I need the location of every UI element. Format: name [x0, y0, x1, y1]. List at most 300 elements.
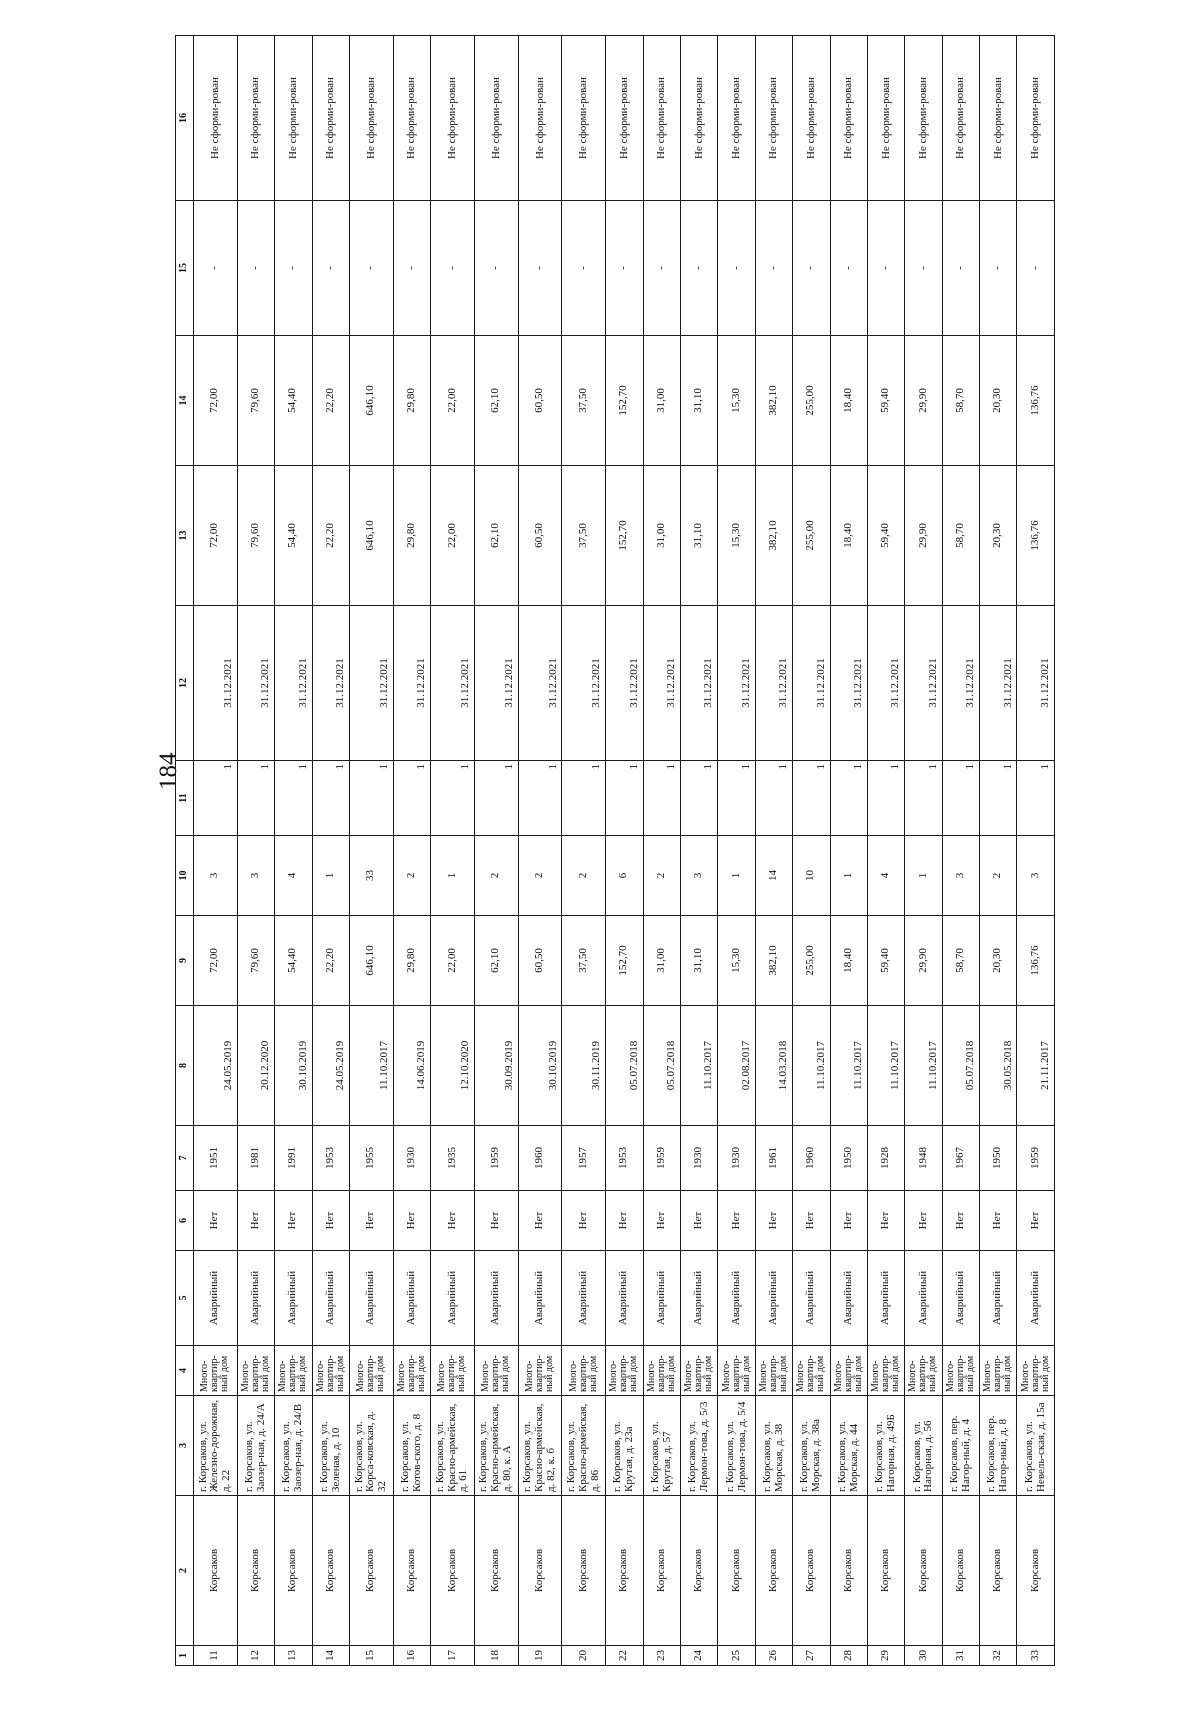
address-cell: г. Корсаков, ул. Котов-ского, д. 8 — [393, 1396, 430, 1496]
deadline-cell: 31.12.2021 — [905, 606, 942, 761]
column-11-cell: 1 — [312, 761, 349, 836]
dash-cell: - — [718, 201, 755, 336]
address-cell: г. Корсаков, ул. Крутая, д. 23а — [606, 1396, 643, 1496]
recognition-date-cell: 30.10.2019 — [275, 1006, 312, 1126]
area-cell: 29,90 — [905, 336, 942, 466]
flag-cell: Нет — [194, 1191, 238, 1251]
flag-cell: Нет — [830, 1191, 867, 1251]
area-cell: 255,00 — [793, 916, 830, 1006]
column-11-cell: 1 — [680, 761, 717, 836]
year-built-cell: 1948 — [905, 1126, 942, 1191]
column-11-cell: 1 — [980, 761, 1017, 836]
area-cell: 54,40 — [275, 466, 312, 606]
table-row — [793, 36, 830, 1666]
deadline-cell: 31.12.2021 — [980, 606, 1017, 761]
address-cell: г. Корсаков, пер. Нагор-ный, д. 8 — [980, 1396, 1017, 1496]
flag-cell: Нет — [643, 1191, 680, 1251]
municipality-cell: Корсаков — [755, 1496, 792, 1646]
column-number-5: 5 — [176, 1251, 194, 1346]
row-number: 27 — [793, 1646, 830, 1666]
flag-cell: Нет — [793, 1191, 830, 1251]
table-row — [518, 36, 562, 1666]
residents-cell: 2 — [643, 836, 680, 916]
address-cell: г. Корсаков, ул. Железно-дорожная, д. 22 — [194, 1396, 238, 1496]
address-cell: г. Корсаков, ул. Лермон-това, д. 5/3 — [680, 1396, 717, 1496]
table-row — [980, 36, 1017, 1666]
area-cell: 31,10 — [680, 466, 717, 606]
area-cell: 136,76 — [1017, 916, 1055, 1006]
table-row — [474, 36, 518, 1666]
area-cell: 152,70 — [606, 466, 643, 606]
area-cell: 20,30 — [980, 466, 1017, 606]
year-built-cell: 1928 — [867, 1126, 904, 1191]
column-number-4: 4 — [176, 1346, 194, 1396]
flag-cell: Нет — [755, 1191, 792, 1251]
area-cell: 60,50 — [518, 916, 562, 1006]
deadline-cell: 31.12.2021 — [718, 606, 755, 761]
year-built-cell: 1950 — [830, 1126, 867, 1191]
area-cell: 31,10 — [680, 336, 717, 466]
deadline-cell: 31.12.2021 — [237, 606, 274, 761]
row-number: 11 — [194, 1646, 238, 1666]
building-type-cell: Много-квартир-ный дом — [194, 1346, 238, 1396]
flag-cell: Нет — [474, 1191, 518, 1251]
recognition-date-cell: 02.08.2017 — [718, 1006, 755, 1126]
column-number-16: 16 — [176, 36, 194, 201]
area-cell: 20,30 — [980, 916, 1017, 1006]
municipality-cell: Корсаков — [562, 1496, 606, 1646]
flag-cell: Нет — [606, 1191, 643, 1251]
area-cell: 31,00 — [643, 466, 680, 606]
condition-cell: Аварийный — [980, 1251, 1017, 1346]
condition-cell: Аварийный — [562, 1251, 606, 1346]
condition-cell: Аварийный — [606, 1251, 643, 1346]
recognition-date-cell: 05.07.2018 — [942, 1006, 979, 1126]
recognition-date-cell: 30.10.2019 — [518, 1006, 562, 1126]
table-row — [755, 36, 792, 1666]
area-cell: 60,50 — [518, 336, 562, 466]
table-row — [237, 36, 274, 1666]
condition-cell: Аварийный — [680, 1251, 717, 1346]
deadline-cell: 31.12.2021 — [474, 606, 518, 761]
column-11-cell: 1 — [905, 761, 942, 836]
condition-cell: Аварийный — [867, 1251, 904, 1346]
municipality-cell: Корсаков — [643, 1496, 680, 1646]
address-cell: г. Корсаков, ул. Зеленая, д. 10 — [312, 1396, 349, 1496]
building-type-cell: Много-квартир-ный дом — [349, 1346, 393, 1396]
area-cell: 29,90 — [905, 916, 942, 1006]
condition-cell: Аварийный — [942, 1251, 979, 1346]
area-cell: 29,80 — [393, 466, 430, 606]
table-row — [562, 36, 606, 1666]
municipality-cell: Корсаков — [980, 1496, 1017, 1646]
deadline-cell: 31.12.2021 — [680, 606, 717, 761]
recognition-date-cell: 30.09.2019 — [474, 1006, 518, 1126]
column-11-cell: 1 — [830, 761, 867, 836]
table-row — [1017, 36, 1055, 1666]
flag-cell: Нет — [942, 1191, 979, 1251]
column-number-6: 6 — [176, 1191, 194, 1251]
address-cell: г. Корсаков, ул. Лермон-това, д. 5/4 — [718, 1396, 755, 1496]
year-built-cell: 1930 — [680, 1126, 717, 1191]
building-type-cell: Много-квартир-ный дом — [312, 1346, 349, 1396]
building-type-cell: Много-квартир-ный дом — [518, 1346, 562, 1396]
column-number-11: 11 — [176, 761, 194, 836]
year-built-cell: 1961 — [755, 1126, 792, 1191]
area-cell: 18,40 — [830, 336, 867, 466]
condition-cell: Аварийный — [393, 1251, 430, 1346]
column-11-cell: 1 — [275, 761, 312, 836]
area-cell: 60,50 — [518, 466, 562, 606]
flag-cell: Нет — [393, 1191, 430, 1251]
area-cell: 22,20 — [312, 336, 349, 466]
dash-cell: - — [237, 201, 274, 336]
area-cell: 59,40 — [867, 466, 904, 606]
housing-register-table — [175, 35, 1055, 1666]
recognition-date-cell: 11.10.2017 — [793, 1006, 830, 1126]
building-type-cell: Много-квартир-ный дом — [905, 1346, 942, 1396]
area-cell: 29,90 — [905, 466, 942, 606]
area-cell: 382,10 — [755, 336, 792, 466]
deadline-cell: 31.12.2021 — [312, 606, 349, 761]
row-number: 12 — [237, 1646, 274, 1666]
condition-cell: Аварийный — [793, 1251, 830, 1346]
area-cell: 646,10 — [349, 336, 393, 466]
status-cell: Не сформи-рован — [431, 36, 475, 201]
area-cell: 136,76 — [1017, 466, 1055, 606]
flag-cell: Нет — [680, 1191, 717, 1251]
municipality-cell: Корсаков — [275, 1496, 312, 1646]
flag-cell: Нет — [518, 1191, 562, 1251]
column-number-10: 10 — [176, 836, 194, 916]
column-11-cell: 1 — [393, 761, 430, 836]
recognition-date-cell: 14.03.2018 — [755, 1006, 792, 1126]
deadline-cell: 31.12.2021 — [1017, 606, 1055, 761]
building-type-cell: Много-квартир-ный дом — [643, 1346, 680, 1396]
area-cell: 54,40 — [275, 916, 312, 1006]
deadline-cell: 31.12.2021 — [194, 606, 238, 761]
year-built-cell: 1981 — [237, 1126, 274, 1191]
condition-cell: Аварийный — [1017, 1251, 1055, 1346]
area-cell: 62,10 — [474, 466, 518, 606]
row-number: 28 — [830, 1646, 867, 1666]
deadline-cell: 31.12.2021 — [606, 606, 643, 761]
municipality-cell: Корсаков — [474, 1496, 518, 1646]
flag-cell: Нет — [562, 1191, 606, 1251]
municipality-cell: Корсаков — [194, 1496, 238, 1646]
recognition-date-cell: 11.10.2017 — [905, 1006, 942, 1126]
building-type-cell: Много-квартир-ный дом — [562, 1346, 606, 1396]
year-built-cell: 1991 — [275, 1126, 312, 1191]
residents-cell: 2 — [393, 836, 430, 916]
municipality-cell: Корсаков — [606, 1496, 643, 1646]
municipality-cell: Корсаков — [431, 1496, 475, 1646]
column-11-cell: 1 — [194, 761, 238, 836]
municipality-cell: Корсаков — [718, 1496, 755, 1646]
row-number: 19 — [518, 1646, 562, 1666]
year-built-cell: 1960 — [518, 1126, 562, 1191]
residents-cell: 10 — [793, 836, 830, 916]
deadline-cell: 31.12.2021 — [793, 606, 830, 761]
table-row — [867, 36, 904, 1666]
column-11-cell: 1 — [562, 761, 606, 836]
deadline-cell: 31.12.2021 — [349, 606, 393, 761]
deadline-cell: 31.12.2021 — [431, 606, 475, 761]
residents-cell: 33 — [349, 836, 393, 916]
year-built-cell: 1953 — [312, 1126, 349, 1191]
table-row — [680, 36, 717, 1666]
table-row — [194, 36, 238, 1666]
recognition-date-cell: 05.07.2018 — [606, 1006, 643, 1126]
area-cell: 37,50 — [562, 466, 606, 606]
dash-cell: - — [680, 201, 717, 336]
dash-cell: - — [518, 201, 562, 336]
column-11-cell: 1 — [793, 761, 830, 836]
building-type-cell: Много-квартир-ный дом — [606, 1346, 643, 1396]
year-built-cell: 1950 — [980, 1126, 1017, 1191]
address-cell: г. Корсаков, ул. Красно-армейская, д. 80, к. А — [474, 1396, 518, 1496]
area-cell: 59,40 — [867, 916, 904, 1006]
condition-cell: Аварийный — [718, 1251, 755, 1346]
condition-cell: Аварийный — [194, 1251, 238, 1346]
dash-cell: - — [275, 201, 312, 336]
status-cell: Не сформи-рован — [275, 36, 312, 201]
row-number: 25 — [718, 1646, 755, 1666]
flag-cell: Нет — [905, 1191, 942, 1251]
recognition-date-cell: 20.12.2020 — [237, 1006, 274, 1126]
area-cell: 62,10 — [474, 916, 518, 1006]
area-cell: 58,70 — [942, 336, 979, 466]
address-cell: г. Корсаков, ул. Красно-армейская, д. 61 — [431, 1396, 475, 1496]
area-cell: 255,00 — [793, 336, 830, 466]
flag-cell: Нет — [349, 1191, 393, 1251]
residents-cell: 3 — [942, 836, 979, 916]
housing-register-table-wrapper — [175, 36, 1055, 1666]
condition-cell: Аварийный — [237, 1251, 274, 1346]
deadline-cell: 31.12.2021 — [275, 606, 312, 761]
row-number: 16 — [393, 1646, 430, 1666]
recognition-date-cell: 30.05.2018 — [980, 1006, 1017, 1126]
table-row — [718, 36, 755, 1666]
dash-cell: - — [431, 201, 475, 336]
row-number: 13 — [275, 1646, 312, 1666]
building-type-cell: Много-квартир-ный дом — [1017, 1346, 1055, 1396]
municipality-cell: Корсаков — [518, 1496, 562, 1646]
building-type-cell: Много-квартир-ный дом — [474, 1346, 518, 1396]
area-cell: 18,40 — [830, 466, 867, 606]
table-row — [942, 36, 979, 1666]
year-built-cell: 1935 — [431, 1126, 475, 1191]
table-row — [349, 36, 393, 1666]
area-cell: 62,10 — [474, 336, 518, 466]
residents-cell: 3 — [194, 836, 238, 916]
condition-cell: Аварийный — [643, 1251, 680, 1346]
dash-cell: - — [474, 201, 518, 336]
building-type-cell: Много-квартир-ный дом — [830, 1346, 867, 1396]
municipality-cell: Корсаков — [830, 1496, 867, 1646]
municipality-cell: Корсаков — [237, 1496, 274, 1646]
condition-cell: Аварийный — [474, 1251, 518, 1346]
row-number: 15 — [349, 1646, 393, 1666]
municipality-cell: Корсаков — [905, 1496, 942, 1646]
area-cell: 18,40 — [830, 916, 867, 1006]
row-number: 24 — [680, 1646, 717, 1666]
recognition-date-cell: 11.10.2017 — [830, 1006, 867, 1126]
area-cell: 72,00 — [194, 466, 238, 606]
recognition-date-cell: 21.11.2017 — [1017, 1006, 1055, 1126]
year-built-cell: 1959 — [474, 1126, 518, 1191]
residents-cell: 4 — [275, 836, 312, 916]
residents-cell: 3 — [1017, 836, 1055, 916]
building-type-cell: Много-квартир-ный дом — [237, 1346, 274, 1396]
column-11-cell: 1 — [474, 761, 518, 836]
dash-cell: - — [562, 201, 606, 336]
status-cell: Не сформи-рован — [1017, 36, 1055, 201]
year-built-cell: 1955 — [349, 1126, 393, 1191]
building-type-cell: Много-квартир-ный дом — [393, 1346, 430, 1396]
row-number: 31 — [942, 1646, 979, 1666]
flag-cell: Нет — [867, 1191, 904, 1251]
recognition-date-cell: 11.10.2017 — [867, 1006, 904, 1126]
dash-cell: - — [1017, 201, 1055, 336]
area-cell: 152,70 — [606, 916, 643, 1006]
municipality-cell: Корсаков — [867, 1496, 904, 1646]
row-number: 20 — [562, 1646, 606, 1666]
residents-cell: 1 — [718, 836, 755, 916]
residents-cell: 6 — [606, 836, 643, 916]
row-number: 14 — [312, 1646, 349, 1666]
flag-cell: Нет — [980, 1191, 1017, 1251]
building-type-cell: Много-квартир-ный дом — [942, 1346, 979, 1396]
area-cell: 646,10 — [349, 916, 393, 1006]
area-cell: 79,60 — [237, 336, 274, 466]
deadline-cell: 31.12.2021 — [393, 606, 430, 761]
column-number-13: 13 — [176, 466, 194, 606]
dash-cell: - — [349, 201, 393, 336]
dash-cell: - — [194, 201, 238, 336]
row-number: 32 — [980, 1646, 1017, 1666]
dash-cell: - — [755, 201, 792, 336]
condition-cell: Аварийный — [349, 1251, 393, 1346]
municipality-cell: Корсаков — [312, 1496, 349, 1646]
area-cell: 54,40 — [275, 336, 312, 466]
table-row — [830, 36, 867, 1666]
column-11-cell: 1 — [237, 761, 274, 836]
recognition-date-cell: 14.06.2019 — [393, 1006, 430, 1126]
address-cell: г. Корсаков, пер. Нагор-ный, д. 4 — [942, 1396, 979, 1496]
residents-cell: 1 — [431, 836, 475, 916]
column-number-3: 3 — [176, 1396, 194, 1496]
deadline-cell: 31.12.2021 — [867, 606, 904, 761]
status-cell: Не сформи-рован — [942, 36, 979, 201]
address-cell: г. Корсаков, ул. Морская, д. 38 — [755, 1396, 792, 1496]
residents-cell: 2 — [518, 836, 562, 916]
row-number: 33 — [1017, 1646, 1055, 1666]
flag-cell: Нет — [718, 1191, 755, 1251]
residents-cell: 2 — [980, 836, 1017, 916]
status-cell: Не сформи-рован — [562, 36, 606, 201]
area-cell: 29,80 — [393, 336, 430, 466]
condition-cell: Аварийный — [518, 1251, 562, 1346]
status-cell: Не сформи-рован — [718, 36, 755, 201]
flag-cell: Нет — [275, 1191, 312, 1251]
table-row — [431, 36, 475, 1666]
area-cell: 15,30 — [718, 466, 755, 606]
deadline-cell: 31.12.2021 — [830, 606, 867, 761]
column-number-8: 8 — [176, 1006, 194, 1126]
recognition-date-cell: 24.05.2019 — [312, 1006, 349, 1126]
status-cell: Не сформи-рован — [518, 36, 562, 201]
status-cell: Не сформи-рован — [606, 36, 643, 201]
column-11-cell: 1 — [606, 761, 643, 836]
area-cell: 72,00 — [194, 916, 238, 1006]
deadline-cell: 31.12.2021 — [562, 606, 606, 761]
page-number: 184 — [155, 752, 182, 790]
area-cell: 152,70 — [606, 336, 643, 466]
area-cell: 15,30 — [718, 916, 755, 1006]
table-row — [905, 36, 942, 1666]
area-cell: 59,40 — [867, 336, 904, 466]
area-cell: 58,70 — [942, 916, 979, 1006]
deadline-cell: 31.12.2021 — [643, 606, 680, 761]
area-cell: 382,10 — [755, 466, 792, 606]
recognition-date-cell: 12.10.2020 — [431, 1006, 475, 1126]
year-built-cell: 1930 — [393, 1126, 430, 1191]
municipality-cell: Корсаков — [680, 1496, 717, 1646]
address-cell: г. Корсаков, ул. Невель-ская, д. 15а — [1017, 1396, 1055, 1496]
year-built-cell: 1960 — [793, 1126, 830, 1191]
area-cell: 58,70 — [942, 466, 979, 606]
column-11-cell: 1 — [755, 761, 792, 836]
dash-cell: - — [980, 201, 1017, 336]
flag-cell: Нет — [312, 1191, 349, 1251]
column-11-cell: 1 — [643, 761, 680, 836]
dash-cell: - — [643, 201, 680, 336]
condition-cell: Аварийный — [755, 1251, 792, 1346]
table-row — [643, 36, 680, 1666]
table-row — [275, 36, 312, 1666]
deadline-cell: 31.12.2021 — [518, 606, 562, 761]
area-cell: 20,30 — [980, 336, 1017, 466]
year-built-cell: 1959 — [1017, 1126, 1055, 1191]
area-cell: 79,60 — [237, 466, 274, 606]
column-11-cell: 1 — [718, 761, 755, 836]
deadline-cell: 31.12.2021 — [755, 606, 792, 761]
municipality-cell: Корсаков — [793, 1496, 830, 1646]
residents-cell: 2 — [474, 836, 518, 916]
residents-cell: 3 — [680, 836, 717, 916]
address-cell: г. Корсаков, ул. Заозер-ная, д. 24/В — [275, 1396, 312, 1496]
dash-cell: - — [393, 201, 430, 336]
status-cell: Не сформи-рован — [474, 36, 518, 201]
recognition-date-cell: 30.11.2019 — [562, 1006, 606, 1126]
building-type-cell: Много-квартир-ный дом — [431, 1346, 475, 1396]
area-cell: 29,80 — [393, 916, 430, 1006]
dash-cell: - — [793, 201, 830, 336]
year-built-cell: 1959 — [643, 1126, 680, 1191]
column-11-cell: 1 — [1017, 761, 1055, 836]
residents-cell: 1 — [905, 836, 942, 916]
address-cell: г. Корсаков, ул. Крутая, д. 57 — [643, 1396, 680, 1496]
recognition-date-cell: 05.07.2018 — [643, 1006, 680, 1126]
address-cell: г. Корсаков, ул. Красно-армейская, д. 86 — [562, 1396, 606, 1496]
status-cell: Не сформи-рован — [312, 36, 349, 201]
status-cell: Не сформи-рован — [680, 36, 717, 201]
area-cell: 31,00 — [643, 336, 680, 466]
row-number: 30 — [905, 1646, 942, 1666]
residents-cell: 1 — [312, 836, 349, 916]
residents-cell: 3 — [237, 836, 274, 916]
